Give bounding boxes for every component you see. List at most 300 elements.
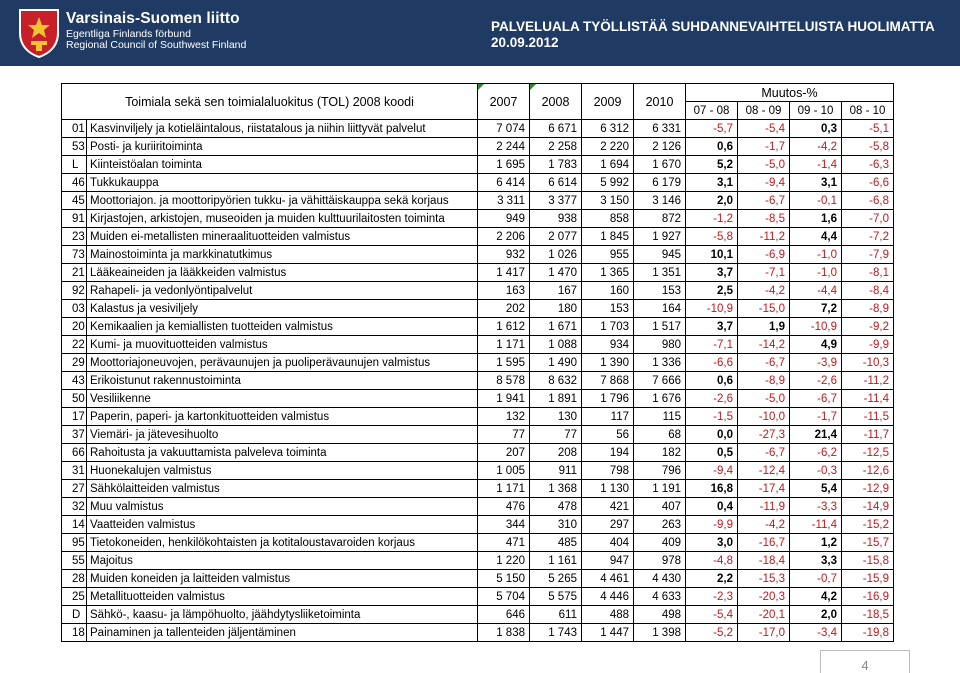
table-row bbox=[62, 300, 894, 318]
change-value: 3,0 bbox=[686, 534, 738, 552]
change-value: -2,6 bbox=[790, 372, 842, 390]
employment-value: 478 bbox=[530, 498, 582, 516]
change-value: -9,9 bbox=[842, 336, 894, 354]
employment-value: 6 312 bbox=[582, 120, 634, 138]
year-label: 2008 bbox=[541, 94, 570, 109]
employment-value: 1 351 bbox=[634, 264, 686, 282]
change-value: -4,2 bbox=[738, 516, 790, 534]
industry-name: Vaatteiden valmistus bbox=[87, 516, 478, 534]
industry-name: Sähkölaitteiden valmistus bbox=[87, 480, 478, 498]
industry-name: Kasvinviljely ja kotieläintalous, riistatalous ja niihin liittyvät palvelut bbox=[87, 120, 478, 138]
employment-value: 56 bbox=[582, 426, 634, 444]
table-row bbox=[62, 264, 894, 282]
employment-value: 310 bbox=[530, 516, 582, 534]
industry-code: 46 bbox=[62, 174, 87, 192]
change-value: -1,0 bbox=[790, 246, 842, 264]
change-value: -14,2 bbox=[738, 336, 790, 354]
headline-title: PALVELUALA TYÖLLISTÄÄ SUHDANNEVAIHTELUISTA HUOLIMATTA bbox=[491, 19, 935, 34]
change-value: -1,7 bbox=[790, 408, 842, 426]
change-value: -10,3 bbox=[842, 354, 894, 372]
org-name: Varsinais-Suomen liitto bbox=[66, 10, 240, 27]
employment-value: 1 595 bbox=[478, 354, 530, 372]
change-value: -6,9 bbox=[738, 246, 790, 264]
employment-value: 6 614 bbox=[530, 174, 582, 192]
employment-value: 2 206 bbox=[478, 228, 530, 246]
employment-value: 6 671 bbox=[530, 120, 582, 138]
employment-value: 1 670 bbox=[634, 156, 686, 174]
industry-code: 53 bbox=[62, 138, 87, 156]
industry-code: 01 bbox=[62, 120, 87, 138]
employment-value: 1 743 bbox=[530, 624, 582, 642]
change-value: -6,2 bbox=[790, 444, 842, 462]
change-value: 5,2 bbox=[686, 156, 738, 174]
change-value: -11,4 bbox=[842, 390, 894, 408]
change-value: -8,1 bbox=[842, 264, 894, 282]
table-row bbox=[62, 498, 894, 516]
employment-value: 646 bbox=[478, 606, 530, 624]
industry-name: Kemikaalien ja kemiallisten tuotteiden valmistus bbox=[87, 318, 478, 336]
table-row bbox=[62, 246, 894, 264]
industry-name: Rahoitusta ja vakuuttamista palveleva toiminta bbox=[87, 444, 478, 462]
employment-value: 1 336 bbox=[634, 354, 686, 372]
change-value: -5,1 bbox=[842, 120, 894, 138]
employment-value: 1 671 bbox=[530, 318, 582, 336]
industry-code: 73 bbox=[62, 246, 87, 264]
change-value: -5,0 bbox=[738, 390, 790, 408]
industry-code: 23 bbox=[62, 228, 87, 246]
change-value: -5,4 bbox=[738, 120, 790, 138]
employment-value: 6 179 bbox=[634, 174, 686, 192]
change-value: 3,7 bbox=[686, 264, 738, 282]
change-value: -1,5 bbox=[686, 408, 738, 426]
header-banner bbox=[0, 0, 960, 66]
industry-name: Kalastus ja vesiviljely bbox=[87, 300, 478, 318]
industry-code: 25 bbox=[62, 588, 87, 606]
change-value: 2,2 bbox=[686, 570, 738, 588]
change-value: -9,9 bbox=[686, 516, 738, 534]
table-row bbox=[62, 462, 894, 480]
change-value: -11,5 bbox=[842, 408, 894, 426]
employment-value: 4 633 bbox=[634, 588, 686, 606]
change-value: -15,3 bbox=[738, 570, 790, 588]
employment-value: 1 694 bbox=[582, 156, 634, 174]
table-row bbox=[62, 282, 894, 300]
change-value: -5,7 bbox=[686, 120, 738, 138]
change-value: -11,7 bbox=[842, 426, 894, 444]
industry-name: Lääkeaineiden ja lääkkeiden valmistus bbox=[87, 264, 478, 282]
industry-code: 28 bbox=[62, 570, 87, 588]
industry-name: Vesiliikenne bbox=[87, 390, 478, 408]
table-title: Toimiala sekä sen toimialaluokitus (TOL) 2008 koodi bbox=[62, 84, 478, 120]
industry-name: Majoitus bbox=[87, 552, 478, 570]
employment-value: 1 927 bbox=[634, 228, 686, 246]
industry-code: 17 bbox=[62, 408, 87, 426]
employment-value: 5 575 bbox=[530, 588, 582, 606]
employment-value: 3 150 bbox=[582, 192, 634, 210]
employment-value: 1 368 bbox=[530, 480, 582, 498]
change-value: -20,1 bbox=[738, 606, 790, 624]
industry-code: 31 bbox=[62, 462, 87, 480]
employment-value: 1 026 bbox=[530, 246, 582, 264]
change-value: -17,0 bbox=[738, 624, 790, 642]
industry-code: 55 bbox=[62, 552, 87, 570]
employment-value: 485 bbox=[530, 534, 582, 552]
table-row bbox=[62, 552, 894, 570]
employment-value: 1 838 bbox=[478, 624, 530, 642]
change-value: -9,4 bbox=[686, 462, 738, 480]
employment-value: 1 703 bbox=[582, 318, 634, 336]
year-label: 2009 bbox=[593, 94, 622, 109]
employment-value: 207 bbox=[478, 444, 530, 462]
employment-value: 955 bbox=[582, 246, 634, 264]
change-value: 21,4 bbox=[790, 426, 842, 444]
employment-value: 117 bbox=[582, 408, 634, 426]
change-value: 4,4 bbox=[790, 228, 842, 246]
industry-name: Viemäri- ja jätevesihuolto bbox=[87, 426, 478, 444]
table-row bbox=[62, 444, 894, 462]
employment-value: 7 868 bbox=[582, 372, 634, 390]
employment-value: 4 446 bbox=[582, 588, 634, 606]
employment-value: 182 bbox=[634, 444, 686, 462]
table-row bbox=[62, 354, 894, 372]
change-value: -16,9 bbox=[842, 588, 894, 606]
employment-value: 1 220 bbox=[478, 552, 530, 570]
industry-name: Sähkö-, kaasu- ja lämpöhuolto, jäähdytysliiketoiminta bbox=[87, 606, 478, 624]
employment-value: 2 126 bbox=[634, 138, 686, 156]
table-row bbox=[62, 336, 894, 354]
employment-value: 3 311 bbox=[478, 192, 530, 210]
employment-value: 1 941 bbox=[478, 390, 530, 408]
employment-value: 1 417 bbox=[478, 264, 530, 282]
change-value: -12,6 bbox=[842, 462, 894, 480]
employment-value: 263 bbox=[634, 516, 686, 534]
change-value: -15,8 bbox=[842, 552, 894, 570]
change-period-header: 07 - 08 bbox=[686, 102, 738, 120]
employment-value: 1 171 bbox=[478, 480, 530, 498]
change-period-header: 08 - 09 bbox=[738, 102, 790, 120]
change-value: 10,1 bbox=[686, 246, 738, 264]
coat-of-arms-icon bbox=[17, 7, 61, 59]
change-value: -5,2 bbox=[686, 624, 738, 642]
table-row bbox=[62, 480, 894, 498]
change-value: 2,0 bbox=[686, 192, 738, 210]
industry-code: 03 bbox=[62, 300, 87, 318]
table-row bbox=[62, 120, 894, 138]
change-value: -11,2 bbox=[738, 228, 790, 246]
industry-name: Kirjastojen, arkistojen, museoiden ja muiden kulttuurilaitosten toiminta bbox=[87, 210, 478, 228]
change-value: -1,2 bbox=[686, 210, 738, 228]
employment-value: 409 bbox=[634, 534, 686, 552]
change-value: 3,7 bbox=[686, 318, 738, 336]
change-value: 3,1 bbox=[686, 174, 738, 192]
change-value: -15,2 bbox=[842, 516, 894, 534]
employment-value: 130 bbox=[530, 408, 582, 426]
industry-code: 27 bbox=[62, 480, 87, 498]
industry-name: Kumi- ja muovituotteiden valmistus bbox=[87, 336, 478, 354]
change-value: -6,7 bbox=[790, 390, 842, 408]
change-value: -8,9 bbox=[842, 300, 894, 318]
change-value: -6,7 bbox=[738, 444, 790, 462]
change-value: 2,5 bbox=[686, 282, 738, 300]
employment-value: 2 077 bbox=[530, 228, 582, 246]
employment-value: 2 258 bbox=[530, 138, 582, 156]
employment-value: 163 bbox=[478, 282, 530, 300]
employment-value: 4 430 bbox=[634, 570, 686, 588]
change-value: 7,2 bbox=[790, 300, 842, 318]
page-number: 4 bbox=[861, 658, 869, 673]
change-value: -2,3 bbox=[686, 588, 738, 606]
year-label: 2007 bbox=[489, 94, 518, 109]
change-value: -12,9 bbox=[842, 480, 894, 498]
change-value: -11,2 bbox=[842, 372, 894, 390]
employment-value: 2 220 bbox=[582, 138, 634, 156]
employment-value: 194 bbox=[582, 444, 634, 462]
change-value: -16,7 bbox=[738, 534, 790, 552]
employment-value: 153 bbox=[634, 282, 686, 300]
industry-code: 29 bbox=[62, 354, 87, 372]
change-value: -10,9 bbox=[790, 318, 842, 336]
industry-name: Rahapeli- ja vedonlyöntipalvelut bbox=[87, 282, 478, 300]
change-value: -0,3 bbox=[790, 462, 842, 480]
employment-value: 1 517 bbox=[634, 318, 686, 336]
change-value: 3,1 bbox=[790, 174, 842, 192]
industry-code: 20 bbox=[62, 318, 87, 336]
change-value: 3,3 bbox=[790, 552, 842, 570]
employment-value: 949 bbox=[478, 210, 530, 228]
employment-value: 1 490 bbox=[530, 354, 582, 372]
employment-value: 153 bbox=[582, 300, 634, 318]
change-value: -9,4 bbox=[738, 174, 790, 192]
table-row bbox=[62, 174, 894, 192]
employment-value: 1 365 bbox=[582, 264, 634, 282]
change-value: -0,7 bbox=[790, 570, 842, 588]
employment-value: 798 bbox=[582, 462, 634, 480]
change-value: -6,7 bbox=[738, 354, 790, 372]
table-row bbox=[62, 210, 894, 228]
change-value: 0,6 bbox=[686, 372, 738, 390]
change-value: -12,4 bbox=[738, 462, 790, 480]
change-header: Muutos-% bbox=[686, 84, 894, 102]
change-value: 16,8 bbox=[686, 480, 738, 498]
industry-code: 50 bbox=[62, 390, 87, 408]
employment-value: 1 390 bbox=[582, 354, 634, 372]
employment-value: 3 377 bbox=[530, 192, 582, 210]
employment-value: 1 470 bbox=[530, 264, 582, 282]
change-value: 1,9 bbox=[738, 318, 790, 336]
employment-value: 858 bbox=[582, 210, 634, 228]
industry-code: 43 bbox=[62, 372, 87, 390]
employment-value: 1 695 bbox=[478, 156, 530, 174]
employment-value: 297 bbox=[582, 516, 634, 534]
change-value: -15,7 bbox=[842, 534, 894, 552]
employment-value: 471 bbox=[478, 534, 530, 552]
employment-value: 611 bbox=[530, 606, 582, 624]
employment-value: 1 161 bbox=[530, 552, 582, 570]
change-value: -8,9 bbox=[738, 372, 790, 390]
industry-table bbox=[61, 83, 894, 642]
employment-value: 132 bbox=[478, 408, 530, 426]
table-row bbox=[62, 318, 894, 336]
employment-value: 945 bbox=[634, 246, 686, 264]
industry-name: Posti- ja kuriiritoiminta bbox=[87, 138, 478, 156]
industry-name: Muiden ei-metallisten mineraalituotteiden valmistus bbox=[87, 228, 478, 246]
employment-value: 5 704 bbox=[478, 588, 530, 606]
employment-value: 180 bbox=[530, 300, 582, 318]
employment-value: 344 bbox=[478, 516, 530, 534]
industry-code: 66 bbox=[62, 444, 87, 462]
change-value: -3,4 bbox=[790, 624, 842, 642]
year-header bbox=[530, 84, 582, 120]
industry-code: 21 bbox=[62, 264, 87, 282]
change-value: 4,2 bbox=[790, 588, 842, 606]
employment-value: 115 bbox=[634, 408, 686, 426]
change-value: -0,1 bbox=[790, 192, 842, 210]
employment-value: 1 088 bbox=[530, 336, 582, 354]
table-row bbox=[62, 228, 894, 246]
change-value: -8,5 bbox=[738, 210, 790, 228]
industry-name: Moottoriajoneuvojen, perävaunujen ja puoliperävaunujen valmistus bbox=[87, 354, 478, 372]
employment-value: 932 bbox=[478, 246, 530, 264]
employment-value: 1 398 bbox=[634, 624, 686, 642]
employment-value: 1 171 bbox=[478, 336, 530, 354]
employment-value: 934 bbox=[582, 336, 634, 354]
industry-code: 95 bbox=[62, 534, 87, 552]
employment-value: 5 265 bbox=[530, 570, 582, 588]
industry-name: Mainostoiminta ja markkinatutkimus bbox=[87, 246, 478, 264]
change-value: -4,8 bbox=[686, 552, 738, 570]
change-value: -7,0 bbox=[842, 210, 894, 228]
change-value: -1,0 bbox=[790, 264, 842, 282]
org-subtitle-swedish: Egentliga Finlands förbund bbox=[66, 27, 191, 40]
industry-code: 91 bbox=[62, 210, 87, 228]
change-value: -9,2 bbox=[842, 318, 894, 336]
table-row bbox=[62, 408, 894, 426]
change-value: -27,3 bbox=[738, 426, 790, 444]
change-value: -8,4 bbox=[842, 282, 894, 300]
org-subtitle-english: Regional Council of Southwest Finland bbox=[66, 39, 247, 51]
employment-value: 947 bbox=[582, 552, 634, 570]
change-value: -3,3 bbox=[790, 498, 842, 516]
change-value: 4,9 bbox=[790, 336, 842, 354]
employment-value: 7 074 bbox=[478, 120, 530, 138]
comment-marker-icon bbox=[530, 84, 536, 90]
employment-value: 6 331 bbox=[634, 120, 686, 138]
change-value: -4,2 bbox=[738, 282, 790, 300]
employment-value: 2 244 bbox=[478, 138, 530, 156]
change-value: 0,5 bbox=[686, 444, 738, 462]
change-value: -5,8 bbox=[842, 138, 894, 156]
employment-value: 8 632 bbox=[530, 372, 582, 390]
industry-code: 37 bbox=[62, 426, 87, 444]
employment-value: 8 578 bbox=[478, 372, 530, 390]
employment-value: 796 bbox=[634, 462, 686, 480]
table-row bbox=[62, 426, 894, 444]
change-period-header: 08 - 10 bbox=[842, 102, 894, 120]
employment-value: 1 191 bbox=[634, 480, 686, 498]
year-header bbox=[478, 84, 530, 120]
table-row bbox=[62, 138, 894, 156]
industry-code: 92 bbox=[62, 282, 87, 300]
industry-name: Moottoriajon. ja moottoripyörien tukku- ja vähittäiskauppa sekä korjaus bbox=[87, 192, 478, 210]
change-value: 0,6 bbox=[686, 138, 738, 156]
change-value: 2,0 bbox=[790, 606, 842, 624]
change-value: -18,4 bbox=[738, 552, 790, 570]
employment-value: 421 bbox=[582, 498, 634, 516]
change-value: -14,9 bbox=[842, 498, 894, 516]
employment-value: 202 bbox=[478, 300, 530, 318]
change-value: -4,2 bbox=[790, 138, 842, 156]
employment-value: 1 891 bbox=[530, 390, 582, 408]
industry-name: Muiden koneiden ja laitteiden valmistus bbox=[87, 570, 478, 588]
organization-logo-text bbox=[66, 11, 246, 51]
change-value: 1,2 bbox=[790, 534, 842, 552]
headline-date: 20.09.2012 bbox=[491, 35, 559, 50]
change-value: -19,8 bbox=[842, 624, 894, 642]
change-value: 1,6 bbox=[790, 210, 842, 228]
industry-name: Tietokoneiden, henkilökohtaisten ja kotitaloustavaroiden korjaus bbox=[87, 534, 478, 552]
table-row bbox=[62, 156, 894, 174]
industry-name: Tukkukauppa bbox=[87, 174, 478, 192]
change-value: -6,8 bbox=[842, 192, 894, 210]
change-value: -5,8 bbox=[686, 228, 738, 246]
change-value: 0,0 bbox=[686, 426, 738, 444]
change-value: 0,3 bbox=[790, 120, 842, 138]
employment-value: 404 bbox=[582, 534, 634, 552]
industry-code: 32 bbox=[62, 498, 87, 516]
employment-value: 1 447 bbox=[582, 624, 634, 642]
table-row bbox=[62, 570, 894, 588]
employment-value: 164 bbox=[634, 300, 686, 318]
employment-value: 160 bbox=[582, 282, 634, 300]
employment-value: 5 150 bbox=[478, 570, 530, 588]
employment-value: 978 bbox=[634, 552, 686, 570]
change-value: -15,0 bbox=[738, 300, 790, 318]
change-value: -6,3 bbox=[842, 156, 894, 174]
change-value: -10,0 bbox=[738, 408, 790, 426]
table-row bbox=[62, 534, 894, 552]
change-value: -6,6 bbox=[686, 354, 738, 372]
industry-name: Huonekalujen valmistus bbox=[87, 462, 478, 480]
industry-name: Metallituotteiden valmistus bbox=[87, 588, 478, 606]
change-value: -6,6 bbox=[842, 174, 894, 192]
page-number-box bbox=[820, 650, 910, 673]
change-value: -15,9 bbox=[842, 570, 894, 588]
employment-value: 476 bbox=[478, 498, 530, 516]
change-value: -7,9 bbox=[842, 246, 894, 264]
industry-code: L bbox=[62, 156, 87, 174]
employment-value: 4 461 bbox=[582, 570, 634, 588]
employment-value: 488 bbox=[582, 606, 634, 624]
industry-name: Erikoistunut rakennustoiminta bbox=[87, 372, 478, 390]
employment-value: 208 bbox=[530, 444, 582, 462]
change-value: -2,6 bbox=[686, 390, 738, 408]
change-value: 5,4 bbox=[790, 480, 842, 498]
table-row bbox=[62, 588, 894, 606]
change-value: -10,9 bbox=[686, 300, 738, 318]
header-row-1 bbox=[62, 84, 894, 102]
employment-value: 3 146 bbox=[634, 192, 686, 210]
change-period-header: 09 - 10 bbox=[790, 102, 842, 120]
change-value: -1,4 bbox=[790, 156, 842, 174]
employment-value: 7 666 bbox=[634, 372, 686, 390]
employment-value: 77 bbox=[478, 426, 530, 444]
page-headline bbox=[491, 19, 935, 51]
change-value: 0,4 bbox=[686, 498, 738, 516]
industry-name: Paperin, paperi- ja kartonkituotteiden valmistus bbox=[87, 408, 478, 426]
employment-value: 1 005 bbox=[478, 462, 530, 480]
employment-value: 1 845 bbox=[582, 228, 634, 246]
year-label: 2010 bbox=[645, 94, 674, 109]
